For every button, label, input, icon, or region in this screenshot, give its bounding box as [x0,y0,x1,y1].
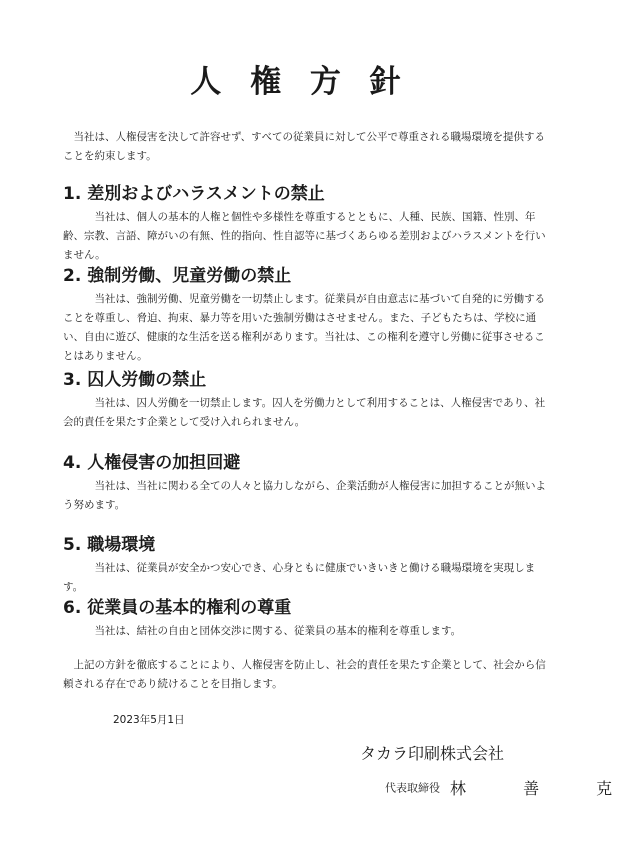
section-number: 1. [63,184,82,204]
document-title: 人 権 方 針 [190,64,410,100]
section-4 [63,451,549,515]
section-1 [63,182,549,265]
section-5 [63,533,549,597]
section-title: 職場環境 [87,535,156,555]
section-title: 囚人労働の禁止 [87,370,207,390]
section-body: 当社は、囚人労働を一切禁止します。囚人を労働力として利用することは、人権侵害であり、社会的責任を果たす企業として受け入れられません。 [63,397,546,428]
section-2 [63,264,549,366]
issue-date: 2023年5月1日 [113,714,185,726]
section-title: 強制労働、児童労働の禁止 [87,266,292,286]
section-body: 当社は、従業員が安全かつ安心でき、心身ともに健康でいきいきと働ける職場環境を実現します。 [63,562,536,593]
section-heading [63,264,549,288]
section-heading [63,533,549,557]
representative-title: 代表取締役 [385,781,440,795]
representative-name: 林 善 克 [450,779,638,798]
section-body: 当社は、結社の自由と団体交渉に関する、従業員の基本的権利を尊重します。 [94,625,462,637]
section-title: 差別およびハラスメントの禁止 [87,184,325,204]
section-number: 4. [63,453,82,473]
section-number: 2. [63,266,82,286]
section-heading [63,596,549,620]
section-heading [63,182,549,206]
section-number: 6. [63,598,82,618]
section-title: 人権侵害の加担回避 [87,453,241,473]
section-number: 3. [63,370,82,390]
intro-paragraph: 当社は、人権侵害を決して許容せず、すべての従業員に対して公平で尊重される職場環境を提供することを約束します。 [63,131,545,162]
section-number: 5. [63,535,82,555]
section-heading [63,368,549,392]
company-name: タカラ印刷株式会社 [360,744,505,763]
representative-signature-line [385,776,638,799]
section-6 [63,596,549,641]
section-body: 当社は、個人の基本的人権と個性や多様性を尊重するとともに、人種、民族、国籍、性別、年齢、宗教、言語、障がいの有無、性的指向、性自認等に基づくあらゆる差別およびハラスメントを行いません。 [63,211,546,261]
closing-paragraph: 上記の方針を徹底することにより、人権侵害を防止し、社会的責任を果たす企業として、社会から信頼される存在であり続けることを目指します。 [63,659,546,690]
section-body: 当社は、当社に関わる全ての人々と協力しながら、企業活動が人権侵害に加担することが無いよう努めます。 [63,480,546,511]
section-3 [63,368,549,432]
section-title: 従業員の基本的権利の尊重 [87,598,292,618]
section-body: 当社は、強制労働、児童労働を一切禁止します。従業員が自由意志に基づいて自発的に労働することを尊重し、脅迫、拘束、暴力等を用いた強制労働はさせません。また、子どもたちは、学校に通い、自由に遊び、健康的な生活を送る権利があります。当社は、この権利を遵守し労働に従事させることはありません。 [63,293,546,362]
section-heading [63,451,549,475]
